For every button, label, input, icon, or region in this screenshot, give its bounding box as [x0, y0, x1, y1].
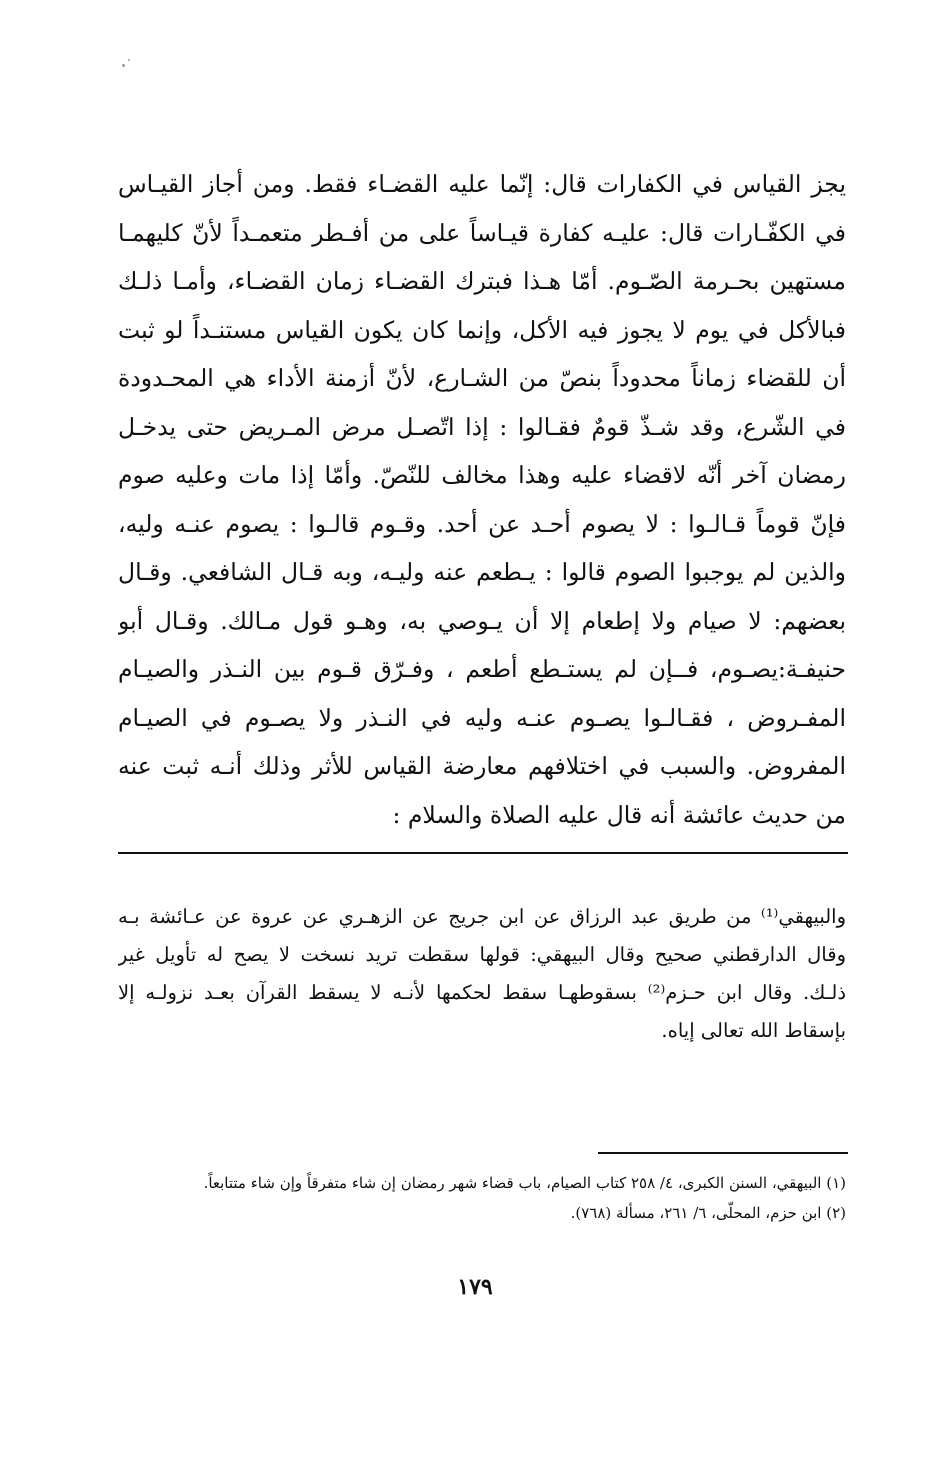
footnote-divider [598, 1152, 848, 1154]
text-line: فبالأكل في يوم لا يجوز فيه الأكل، وإنما كان يكون القياس مستنـداً لو ثبت [118, 315, 846, 344]
scan-speck [122, 64, 125, 67]
text-line: مستهين بحـرمة الصّـوم. أمّا هـذا فبترك القضـاء زمان القضـاء، وأمـا ذلـك [118, 267, 846, 295]
text-line: بعضهم: لا صيام ولا إطعام إلا أن يـوصي به، وهـو قول مـالك. وقـال أبو [118, 606, 846, 635]
footnote: (٢) ابن حزم، المحلّى، ٦/ ٢٦١، مسألة (٧٦٨). [570, 1204, 846, 1222]
text-line: المفـروض ، فقـالـوا يصـوم عنـه وليه في النـذر ولا يصـوم في الصيـام [118, 703, 846, 732]
text-line: أن للقضاء زماناً محدوداً بنصّ من الشـارع، لأنّ أزمنة الأداء هي المحـدودة [118, 364, 846, 392]
page-number: ١٧٩ [457, 1274, 493, 1300]
text-line: رمضان آخر أنّه لاقضاء عليه وهذا مخالف للنّصّ. وأمّا إذا مات وعليه صوم [118, 461, 846, 489]
text-line: من حديث عائشة أنه قال عليه الصلاة والسلام : [392, 800, 846, 829]
commentary-line: وقال الدارقطني صحيح وقال البيهقي: قولها سقطت تريد نسخت لا يصح له تأويل غير [118, 943, 846, 966]
commentary-line: بإسقاط الله تعالى إياه. [661, 1019, 846, 1042]
hadith-commentary [118, 898, 846, 1050]
text-line: يجز القياس في الكفارات قال: إنّما عليه القضـاء فقط. ومن أجاز القيـاس [118, 170, 846, 198]
text-line: في الكفّـارات قال: عليـه كفارة قيـاساً على من أفـطر متعمـداً لأنّ كليهمـا [118, 218, 846, 247]
text-line: حنيفـة:يصـوم، فــإن لم يستـطع أطعم ، وفـرّق قـوم بين النـذر والصيـام [118, 655, 846, 683]
text-line: والذين لم يوجبوا الصوم قالوا : يـطعم عنه وليـه، وبه قـال الشافعي. وقـال [118, 558, 846, 586]
footnote: (١) البيهقي، السنن الكبرى، ٤/ ٢٥٨ كتاب الصيام، باب قضاء شهر رمضان إن شاء متفرقاً وإن شاء متتابعاً. [203, 1174, 846, 1192]
text-line: في الشّرع، وقد شـذّ قومٌ فقـالوا : إذا اتّصـل مرض المـريض حتى يدخـل [118, 412, 846, 441]
commentary-line: ذلـك. وقال ابن حـزم⁽²⁾ بسقوطهـا سقط لحكمها لأنـه لا يسقط القرآن بعـد نزولـه إلا [118, 981, 846, 1004]
scan-speck [128, 59, 130, 61]
text-line: فإنّ قوماً قـالـوا : لا يصوم أحـد عن أحد. وقـوم قالـوا : يصوم عنـه وليه، [118, 509, 846, 538]
main-text [118, 160, 846, 839]
section-divider [118, 852, 848, 854]
commentary-line: والبيهقي⁽¹⁾ من طريق عبد الرزاق عن ابن جريج عن الزهـري عن عروة عن عـائشة بـه [118, 905, 846, 928]
footnotes [118, 1168, 846, 1228]
text-line: المفروض. والسبب في اختلافهم معارضة القياس للأثر وذلك أنـه ثبت عنه [118, 752, 846, 780]
